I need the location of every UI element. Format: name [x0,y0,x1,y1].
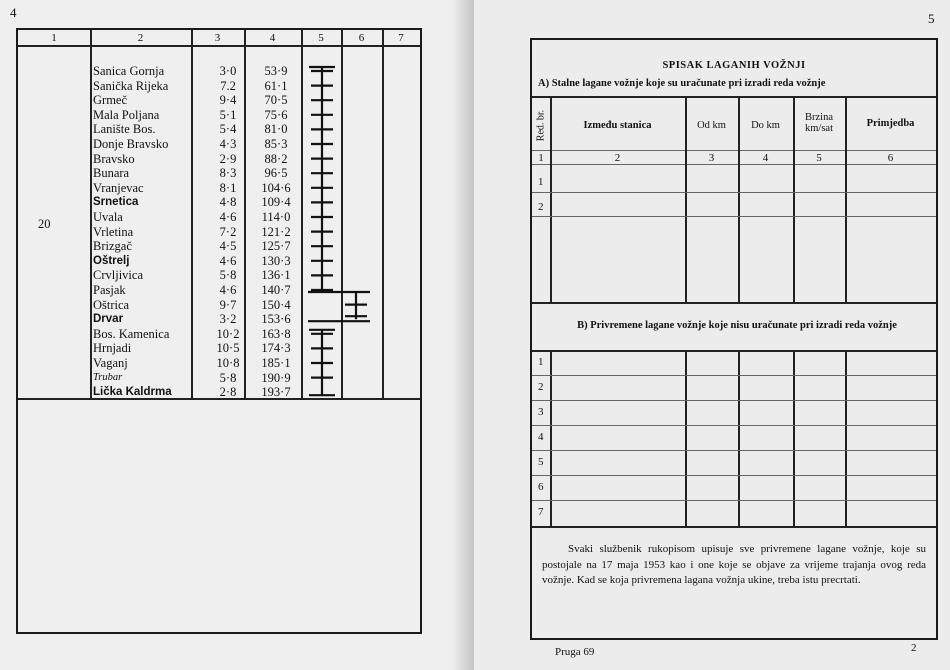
row-number: 3 [538,406,544,418]
station-name: Sanica Gornja [93,64,165,78]
segment-distance: 5·4 [219,122,237,137]
row-number: 7 [538,506,544,518]
segment-distance: 4·6 [219,283,237,297]
colnum-1: 1 [538,152,544,164]
colnum-4: 4 [762,152,769,164]
footer-line: Pruga 69 [555,646,595,658]
cumulative-km: 96·5 [264,166,288,181]
station-name: Vaganj [93,356,128,370]
segment-distance: 9·7 [219,297,237,312]
header-col-6: 6 [358,32,365,44]
station-name: Pasjak [93,283,126,297]
col-do-km: Do km [751,120,780,131]
col-primjedba: Primjedba [866,118,915,129]
cumulative-km: 136·1 [261,268,291,283]
cumulative-km: 75·6 [264,107,288,122]
segment-distance: 5·1 [219,107,237,122]
station-name: Lička Kaldrma [93,386,172,399]
left-page-number: 4 [10,5,17,20]
row-number: 1 [538,356,544,368]
footer-page-number: 2 [911,642,917,654]
segment-distance: 7.2 [220,78,236,93]
station-name: Mala Poljana [93,107,160,122]
entry-rule [532,400,936,401]
station-name: Trubar [93,371,123,383]
section-b-top-rule [532,350,936,352]
cumulative-km: 81·0 [264,122,288,137]
track-diagram [18,30,420,400]
segment-distance: 4·6 [219,210,237,224]
segment-distance: 4·8 [219,195,237,210]
station-name: Donje Bravsko [93,137,169,151]
cumulative-km: 130·3 [261,253,291,268]
header-col-2: 2 [137,32,144,44]
line-number: 20 [38,217,51,231]
segment-distance: 10·2 [216,326,240,341]
header-mid-rule [532,150,936,151]
segment-distance: 8·3 [219,166,237,181]
col-izmedu-stanica: Između stanica [583,120,652,131]
station-name: Bunara [93,166,130,181]
left-page [0,0,474,670]
segment-distance: 4·5 [219,239,237,254]
section-a-bottom-rule [532,302,936,304]
segment-distance: 4·3 [219,137,237,151]
station-name: Drvar [93,313,124,326]
colnum-5: 5 [816,152,822,164]
row-number: 6 [538,481,544,493]
cumulative-km: 114·0 [261,210,291,224]
cumulative-km: 70·5 [264,93,288,108]
table-title: SPISAK LAGANIH VOŽNJI [662,60,806,71]
cumulative-km: 174·3 [261,341,291,356]
entry-rule [532,192,936,193]
cumulative-km: 61·1 [264,78,288,93]
entry-rule [532,216,936,217]
station-name: Grmeč [93,93,128,108]
station-table [16,28,422,634]
segment-distance: 5·8 [219,268,237,283]
station-name: Srnetica [93,196,139,209]
header-numbers-rule [532,164,936,165]
station-name: Lanište Bos. [93,122,156,137]
segment-distance: 10·8 [216,356,240,370]
cumulative-km: 53·9 [264,64,288,78]
segment-distance: 7·2 [219,224,237,239]
cumulative-km: 88·2 [264,151,288,166]
cumulative-km: 85·3 [264,137,288,151]
colnum-6: 6 [887,152,894,164]
cumulative-km: 125·7 [261,239,291,254]
segment-distance: 4·6 [219,253,237,268]
station-name: Bos. Kamenica [93,326,170,341]
station-name: Vranjevac [93,180,144,195]
cumulative-km: 163·8 [261,326,291,341]
right-page [474,0,950,670]
entry-rule [532,450,936,451]
row-number: 2 [538,201,544,213]
station-name: Brizgač [93,239,132,254]
header-col-1: 1 [51,32,57,44]
row-number: 1 [538,176,544,188]
station-name: Oštrelj [93,254,130,267]
station-name: Sanička Rijeka [93,78,169,93]
red-br-label: Red. br. [535,109,547,142]
instruction-note: Svaki službenik rukopisom upisuje sve privremene lagane vožnje, koje su postojale na 17 maja 1953 kao i one koje se objave za vrijeme trajanja ovog reda vožnje. Kad se koja privremena lagana vožnja ukine, treba istu precrtati. [542,543,926,586]
segment-distance: 8·1 [219,180,237,195]
segment-distance: 10·5 [216,341,240,356]
col-od-km: Od km [697,120,726,131]
header-col-7: 7 [398,32,404,44]
entry-rule [532,500,936,501]
cumulative-km: 109·4 [261,195,291,210]
header-col-3: 3 [214,32,221,44]
segment-distance: 2·9 [219,151,237,166]
colnum-3: 3 [708,152,715,164]
header-col-5: 5 [318,32,324,44]
cumulative-km: 190·9 [261,370,291,385]
cumulative-km: 140·7 [261,283,291,297]
cumulative-km: 153·6 [261,312,291,327]
section-b-heading: B) Privremene lagane vožnje koje nisu uračunate pri izradi reda vožnje [577,320,897,331]
segment-distance: 2·8 [219,385,237,400]
col-brzina: Brzina km/sat [805,112,833,134]
header-top-rule [532,96,936,98]
row-number: 4 [538,431,544,443]
row-number: 5 [538,456,544,468]
col-divider [793,96,795,302]
cumulative-km: 185·1 [261,356,291,370]
entry-rule [532,475,936,476]
colnum-2: 2 [614,152,621,164]
station-name: Hrnjadi [93,341,132,356]
section-a-heading: A) Stalne lagane vožnje koje su uračunate pri izradi reda vožnje [538,78,826,89]
entry-rule [532,375,936,376]
cumulative-km: 104·6 [261,180,291,195]
station-name: Uvala [93,210,123,224]
segment-distance: 3·0 [219,64,237,78]
station-name: Bravsko [93,151,135,166]
segment-distance: 9·4 [219,93,237,108]
cumulative-km: 193·7 [261,385,291,400]
station-name: Oštrica [93,297,130,312]
segment-distance: 5·8 [219,370,237,385]
header-col-4: 4 [269,32,276,44]
station-name: Vrletina [93,224,134,239]
slow-run-table [530,38,938,640]
right-page-number: 5 [928,11,935,26]
row-number: 2 [538,381,544,393]
entry-rule [532,425,936,426]
segment-distance: 3·2 [219,312,237,327]
cumulative-km: 121·2 [261,224,291,239]
cumulative-km: 150·4 [261,297,291,312]
section-b-bottom-rule [532,526,936,528]
station-name: Crvljivica [93,268,143,283]
col-red-br [532,108,550,148]
